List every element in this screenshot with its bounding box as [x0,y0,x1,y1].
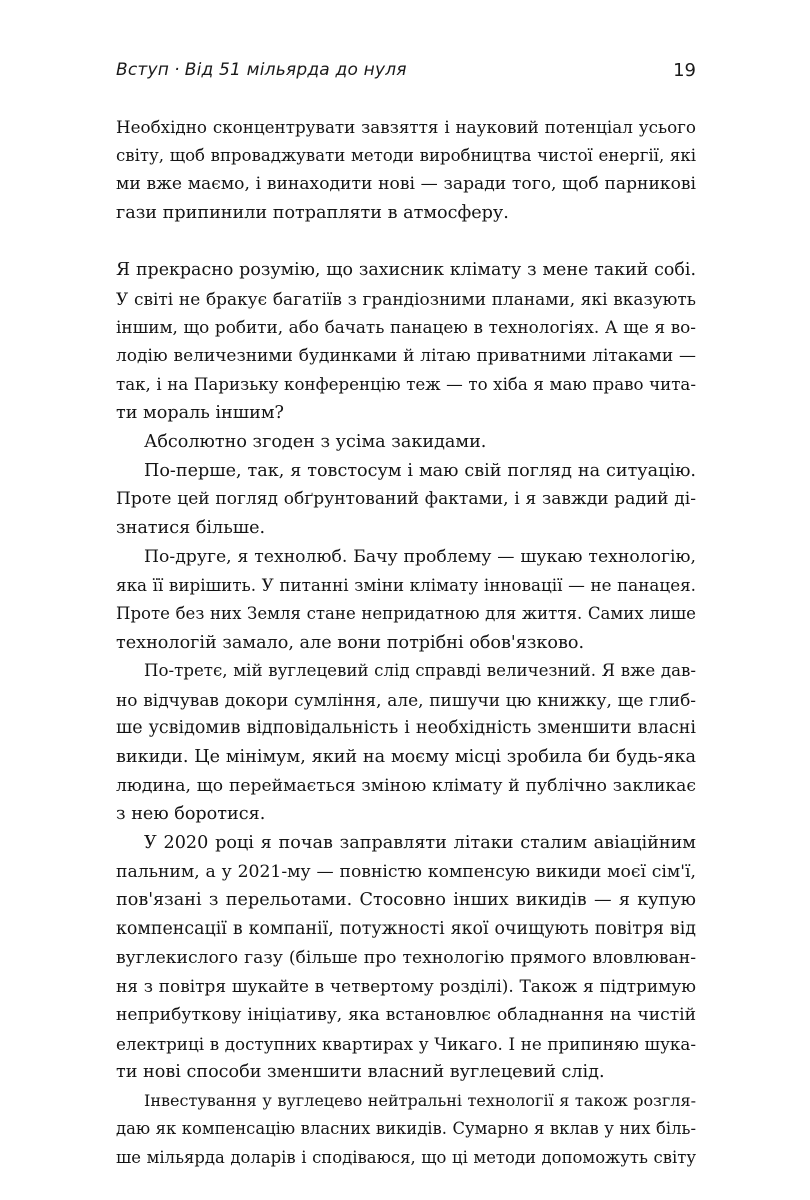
running-head [116,60,407,80]
running-head-separator: · [174,60,180,80]
text-line: знатися більше. [116,517,266,538]
paragraph [116,457,696,543]
section-break [116,228,696,257]
text-line: У світі не бракує багатіїв з грандіозними планами, які вказують [116,288,696,309]
text-line: У 2020 році я почав заправляти літаки сталим авіаційним [144,833,696,854]
text-line: Проте без них Земля стане непридатною для життя. Самих лише [116,603,696,623]
text-line: ше усвідомив відповідальність і необхідність зменшити власні [116,718,696,739]
paragraph [116,1087,696,1173]
page-number: 19 [673,60,696,81]
text-line: Необхідно сконцентрувати завзяття і науковий потенціал усього [116,117,696,137]
text-line: По-друге, я технолюб. Бачу проблему — шукаю технологію, [144,546,696,567]
text-line: так, і на Паризьку конференцію теж — то хіба я маю право чита- [116,374,696,394]
running-head-chapter: Вступ [116,60,170,80]
text-line: електриці в доступних квартирах у Чикаго. І не припиняю шука- [116,1033,696,1054]
text-line: з нею боротися. [116,804,266,825]
text-line: технологій замало, але вони потрібні обов'язково. [116,632,585,653]
text-line: пальним, а у 2021-му — повністю компенсую викиди моєї сім'ї, [116,861,696,882]
text-line: гази припинили потрапляти в атмосферу. [116,202,509,223]
text-line: По-перше, так, я товстосум і маю свій погляд на ситуацію. [144,460,696,481]
paragraph [116,113,696,228]
paragraph [116,829,696,1087]
text-line: викиди. Це мінімум, який на моєму місці зробила би будь-яка [116,747,696,768]
paragraph [116,657,696,829]
paragraph [116,428,696,457]
text-line: яка її вирішить. У питанні зміни клімату інновації — не панацея. [116,575,696,596]
text-line: лодію величезними будинками й літаю приватними літаками — [116,346,696,367]
text-line: Я прекрасно розумію, що захисник клімату з мене такий собі. [116,260,696,281]
text-line: вуглекислого газу (більше про технологію прямого вловлюван- [116,947,696,968]
running-head-title: Від 51 мільярда до нуля [184,60,407,80]
text-line: но відчував докори сумління, але, пишучи цю книжку, ще глиб- [116,689,696,710]
text-line: іншим, що робити, або бачать панацею в технологіях. А ще я во- [116,317,696,338]
paragraph [116,543,696,658]
text-line: Абсолютно згоден з усіма закидами. [144,432,487,453]
text-line: даю як компенсацію власних викидів. Сумарно я вклав у них біль- [116,1119,696,1139]
body-text [116,113,696,1173]
text-line: ти нові способи зменшити власний вуглецевий слід. [116,1062,605,1083]
text-line: ше мільярда доларів і сподіваюся, що ці методи допоможуть світу [116,1148,696,1168]
text-line: пов'язані з перельотами. Стосовно інших викидів — я купую [116,890,696,911]
text-line: світу, щоб впроваджувати методи виробництва чистої енергії, які [116,145,696,165]
text-line: ми вже маємо, і винаходити нові — заради того, щоб парникові [116,174,696,195]
text-line: компенсації в компанії, потужності якої очищують повітря від [116,918,696,939]
text-line: По-третє, мій вуглецевий слід справді величезний. Я вже дав- [144,661,696,681]
text-line: Проте цей погляд обґрунтований фактами, і я завжди радий ді- [116,489,696,510]
text-line: ти мораль іншим? [116,403,284,424]
text-line: людина, що переймається зміною клімату й публічно закликає [116,775,696,796]
paragraph [116,256,696,428]
text-line: Інвестування у вуглецево нейтральні технології я також розгля- [144,1090,696,1110]
text-line: неприбуткову ініціативу, яка встановлює обладнання на чистій [116,1004,696,1025]
text-line: ня з повітря шукайте в четвертому розділі). Також я підтримую [116,976,696,997]
